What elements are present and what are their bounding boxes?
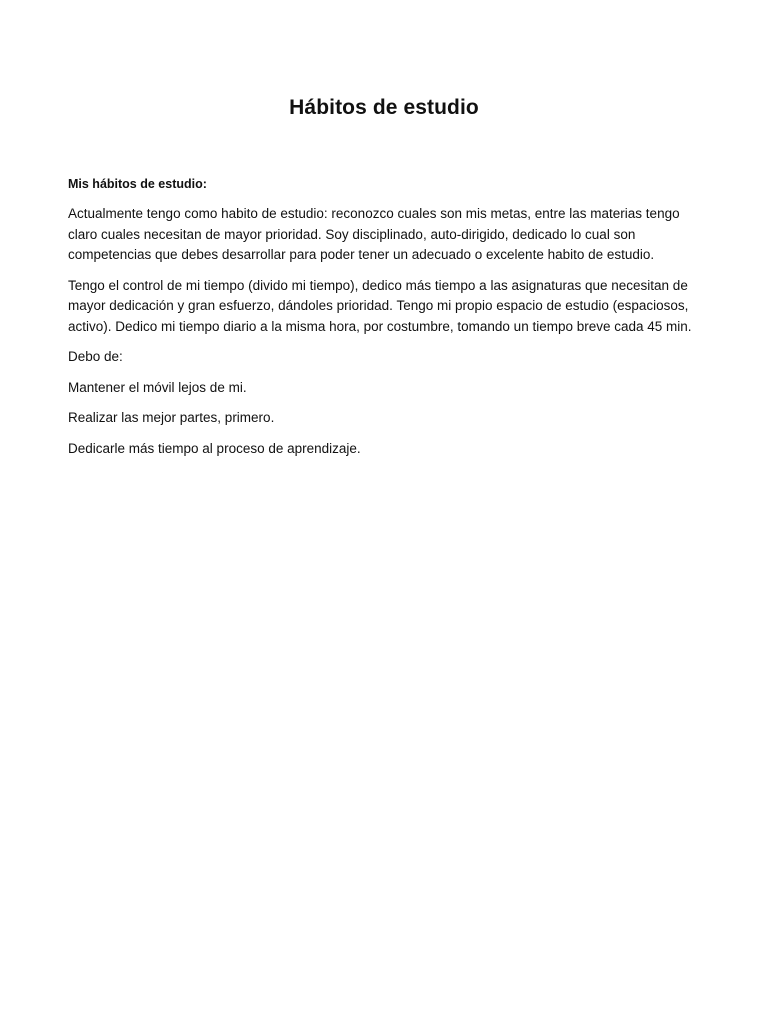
paragraph-time-control: Tengo el control de mi tiempo (divido mi tiempo), dedico más tiempo a las asignaturas que necesitan de mayor dedicación y gran esfuerzo, dándoles prioridad. Tengo mi propio espacio de estudio (espaciosos, activo). Dedico mi tiempo diario a la misma hora, por costumbre, tomando un tiempo breve cada 45 min. bbox=[68, 277, 692, 334]
paragraph-debo-de: Debo de: bbox=[68, 349, 123, 364]
paragraph-item-dedicarle: Dedicarle más tiempo al proceso de aprendizaje. bbox=[68, 440, 361, 456]
paragraph-goals: Actualmente tengo como habito de estudio: reconozco cuales son mis metas, entre las materias tengo claro cuales necesitan de mayor prioridad. Soy disciplinado, auto-dirigido, dedicado lo cual son competencias que debes desarrollar para poder tener un adecuado o excelente habito de estudio. bbox=[68, 206, 680, 262]
document-body bbox=[68, 174, 708, 469]
document-title: Hábitos de estudio bbox=[289, 96, 479, 119]
paragraph-item-realizar: Realizar las mejor partes, primero. bbox=[68, 410, 275, 425]
paragraph-item-movil: Mantener el móvil lejos de mi. bbox=[68, 379, 247, 395]
section-heading: Mis hábitos de estudio: bbox=[68, 177, 207, 191]
